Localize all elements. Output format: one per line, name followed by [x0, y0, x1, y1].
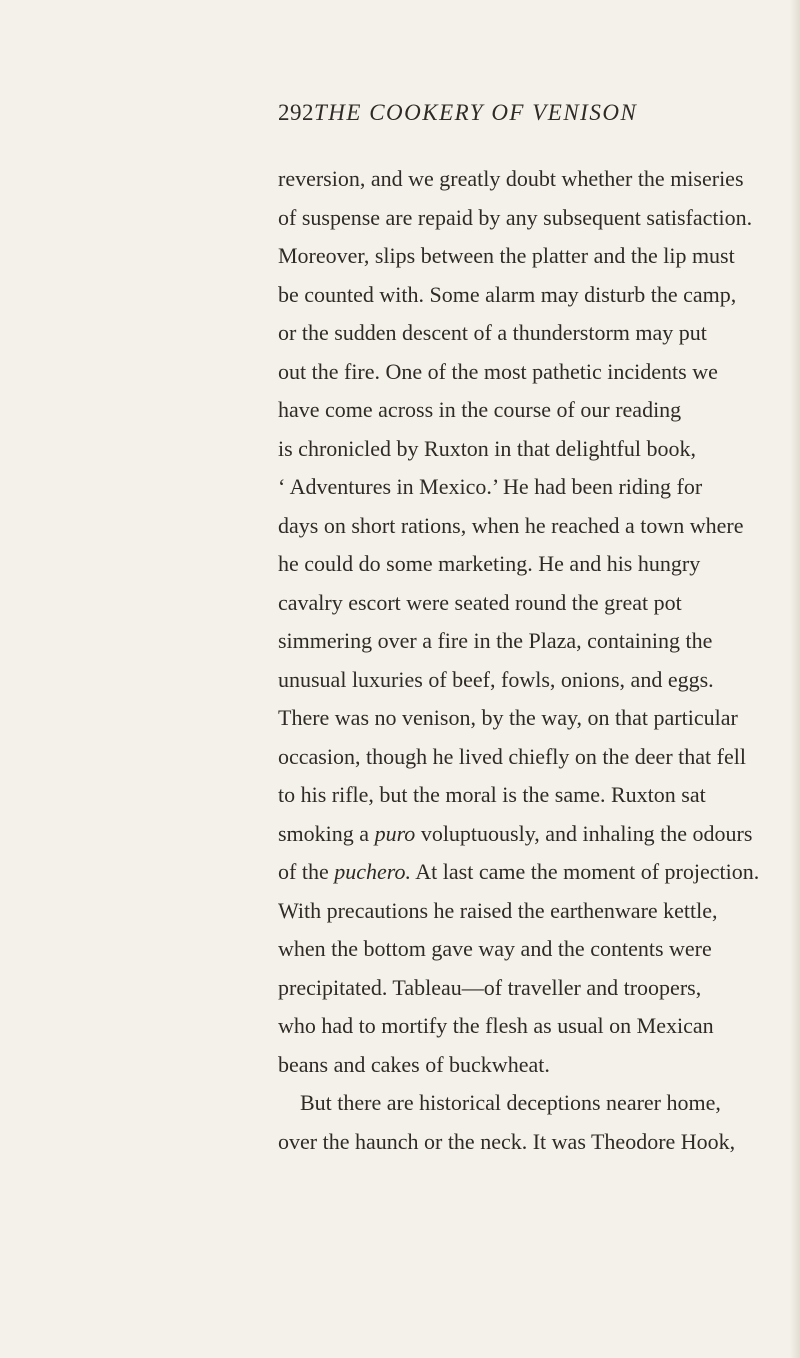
- text-line: reversion, and we greatly doubt whether the miseries: [278, 166, 744, 191]
- page-header: [278, 100, 658, 136]
- text-line: ‘ Adventures in Mexico.’ He had been riding for: [278, 474, 703, 499]
- italic-word: puchero.: [334, 859, 411, 884]
- text-line: precipitated. Tableau—of traveller and troopers,: [278, 974, 702, 1000]
- text-line: days on short rations, when he reached a town where: [278, 512, 744, 538]
- text-line: he could do some marketing. He and his hungry: [278, 551, 701, 576]
- text-line: unusual luxuries of beef, fowls, onions, and eggs.: [278, 666, 714, 692]
- running-title: THE COOKERY OF VENISON: [314, 100, 638, 125]
- text-segment: voluptuously, and inhaling the odours: [415, 820, 753, 846]
- text-line: [278, 853, 760, 892]
- text-line: out the fire. One of the most pathetic incidents we: [278, 358, 718, 384]
- text-line: to his rifle, but the moral is the same. Ruxton sat: [278, 782, 706, 807]
- text-line: With precautions he raised the earthenware kettle,: [278, 897, 718, 923]
- text-line: occasion, though he lived chiefly on the deer that fell: [278, 743, 746, 769]
- text-segment: At last came the moment of projection.: [410, 859, 760, 884]
- text-line: over the haunch or the neck. It was Theodore Hook,: [278, 1128, 736, 1154]
- text-segment: smoking a: [278, 820, 375, 846]
- text-line: or the sudden descent of a thunderstorm may put: [278, 320, 707, 345]
- text-line: is chronicled by Ruxton in that delightful book,: [278, 435, 696, 461]
- italic-word: puro: [374, 820, 416, 846]
- text-line: who had to mortify the flesh as usual on Mexican: [278, 1013, 714, 1038]
- text-segment: of the: [278, 859, 335, 884]
- text-line: have come across in the course of our reading: [278, 397, 682, 422]
- page-number: 292: [278, 100, 314, 125]
- body-text: [278, 160, 760, 1161]
- text-line: when the bottom gave way and the contents were: [278, 936, 712, 961]
- text-line: But there are historical deceptions nearer home,: [300, 1090, 721, 1115]
- text-line: of suspense are repaid by any subsequent satisfaction.: [278, 204, 753, 230]
- page-edge-shadow: [790, 0, 800, 1358]
- text-line: There was no venison, by the way, on that particular: [278, 705, 738, 730]
- text-line: Moreover, slips between the platter and the lip must: [278, 243, 735, 268]
- text-line: cavalry escort were seated round the great pot: [278, 589, 682, 615]
- text-line: [278, 815, 753, 854]
- text-line: beans and cakes of buckwheat.: [278, 1051, 550, 1077]
- text-line: simmering over a fire in the Plaza, containing the: [278, 628, 713, 653]
- text-line: be counted with. Some alarm may disturb the camp,: [278, 281, 737, 307]
